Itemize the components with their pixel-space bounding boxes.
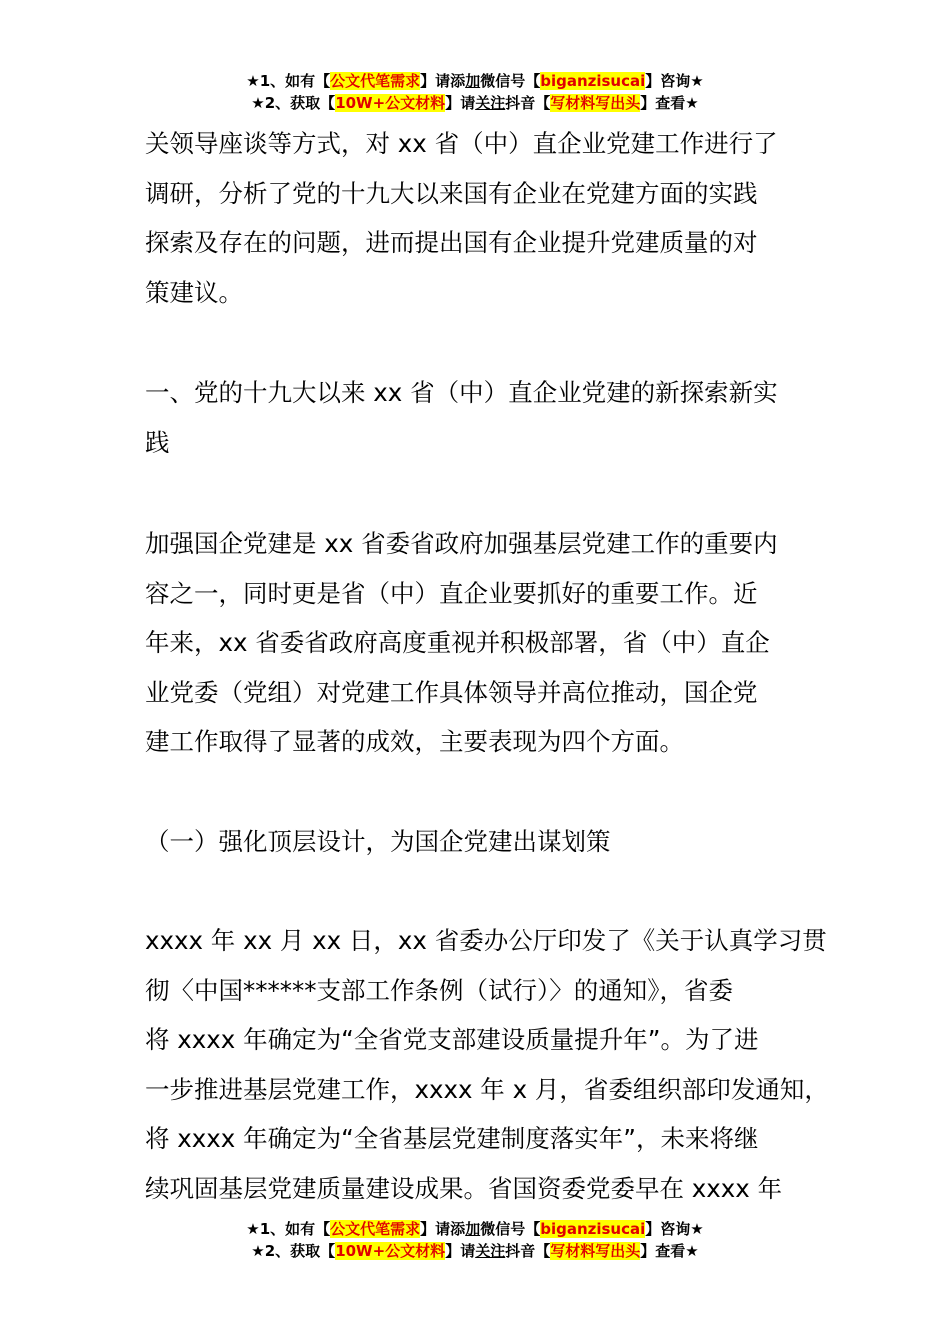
promo-text: 】请 (445, 94, 476, 112)
promo-underlined: 加 (465, 1220, 481, 1238)
promo-text: 】查看★ (640, 1242, 699, 1260)
promo-highlight: 10W+公文材料 (335, 1242, 446, 1260)
text-line: 探索及存在的问题，进而提出国有企业提升党建质量的对 (145, 228, 758, 257)
text-line: 将 xxxx 年确定为“全省基层党建制度落实年”，未来将继 (145, 1124, 759, 1153)
text-line: 续巩固基层党建质量建设成果。省国资委党委早在 xxxx 年 (145, 1173, 783, 1203)
text-line: 容之一，同时更是省（中）直企业要抓好的重要工作。近 (145, 578, 758, 608)
promo-highlight: 写材料写出头 (550, 94, 641, 112)
promo-highlight: 10W+公文材料 (335, 94, 446, 112)
paragraph-overview (145, 519, 813, 767)
promo-text: ★2、获取【 (251, 1242, 336, 1260)
promo-line-1 (0, 1218, 950, 1240)
text-line: 加强国企党建是 xx 省委省政府加强基层党建工作的重要内 (145, 529, 778, 558)
promo-text: 抖音【 (505, 1242, 551, 1260)
text-line: 关领导座谈等方式，对 xx 省（中）直企业党建工作进行了 (145, 129, 778, 158)
promo-wechat-id: biganzisucai (540, 1220, 646, 1238)
promo-highlight: 公文代笔需求 (330, 1220, 421, 1238)
text-line: 年来，xx 省委省政府高度重视并积极部署，省（中）直企 (145, 628, 770, 657)
promo-line-1 (0, 70, 950, 92)
promo-highlight: 写材料写出头 (550, 1242, 641, 1260)
paragraph-details (145, 916, 829, 1213)
promo-text: 微信号【 (480, 1220, 541, 1238)
promo-text: 】咨询★ (645, 1220, 704, 1238)
text-line: 建工作取得了显著的成效，主要表现为四个方面。 (145, 727, 684, 756)
promo-text: 】查看★ (640, 94, 699, 112)
promo-text: 抖音【 (505, 94, 551, 112)
promo-text: 】请 (445, 1242, 476, 1260)
promo-text: 】咨询★ (645, 72, 704, 90)
heading-line: 一、党的十九大以来 xx 省（中）直企业党建的新探索新实 (145, 378, 778, 407)
promo-text: 】请添 (420, 1220, 466, 1238)
promo-underlined: 加 (465, 72, 481, 90)
header-promo-banner (0, 70, 950, 114)
section-heading-1 (145, 368, 813, 467)
promo-wechat-id: biganzisucai (540, 72, 646, 90)
text-line: xxxx 年 xx 月 xx 日，xx 省委办公厅印发了《关于认真学习贯 (145, 926, 827, 955)
text-line: 调研，分析了党的十九大以来国有企业在党建方面的实践 (145, 178, 758, 208)
heading-line: （一）强化顶层设计，为国企党建出谋划策 (145, 827, 611, 856)
promo-text: ★1、如有【 (246, 1220, 331, 1238)
text-line: 将 xxxx 年确定为“全省党支部建设质量提升年”。为了进 (145, 1025, 759, 1054)
text-line: 业党委（党组）对党建工作具体领导并高位推动，国企党 (145, 677, 758, 707)
text-line: 策建议。 (145, 277, 243, 307)
subsection-heading-1 (145, 817, 813, 867)
promo-underlined: 关注 (475, 1242, 506, 1260)
promo-text: 微信号【 (480, 72, 541, 90)
promo-line-2 (0, 1240, 950, 1262)
promo-underlined: 关注 (475, 94, 506, 112)
text-line: 彻〈中国******支部工作条例（试行）〉的通知》，省委 (145, 975, 733, 1005)
promo-text: 】请添 (420, 72, 466, 90)
paragraph-intro (145, 119, 813, 317)
promo-text: ★2、获取【 (251, 94, 336, 112)
text-line: 一步推进基层党建工作，xxxx 年 x 月，省委组织部印发通知， (145, 1074, 829, 1104)
promo-line-2 (0, 92, 950, 114)
footer-promo-banner (0, 1218, 950, 1262)
heading-line: 践 (145, 427, 170, 457)
promo-highlight: 公文代笔需求 (330, 72, 421, 90)
promo-text: ★1、如有【 (246, 72, 331, 90)
